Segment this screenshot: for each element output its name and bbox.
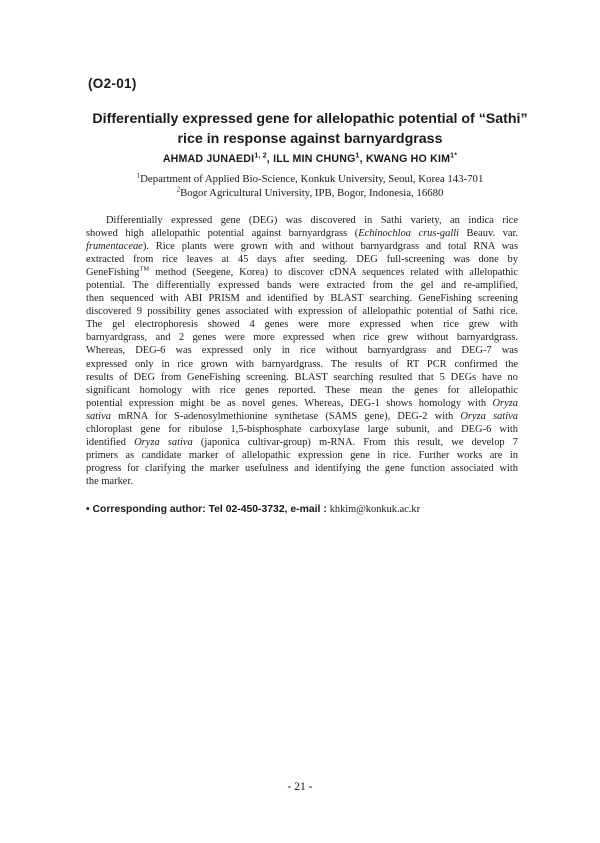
title-line-1: Differentially expressed gene for allelopathic potential of “Sathi”	[92, 111, 528, 127]
author-name: ILL MIN CHUNG	[273, 153, 356, 165]
author-affiliation-mark: 1	[355, 152, 360, 160]
bullet-icon: •	[86, 504, 90, 515]
corresponding-tel: Tel 02-450-3732,	[208, 504, 288, 515]
abstract-line: Whereas, DEG-6 was expressed only in rice without barnyardgrass and DEG-7 was	[86, 345, 518, 357]
author-affiliation-mark: 1, 2	[254, 152, 267, 160]
affiliation-mark: 1	[136, 171, 141, 180]
abstract-line: significant homology with rice genes reported. These mean the genes for allelopathic	[86, 384, 518, 396]
abstract-line: frumentaceae). Rice plants were grown with and without barnyardgrass and total RNA was	[86, 241, 518, 253]
abstract-line: extracted from rice leaves at 45 days after seeding. DEG full-screening was done by	[86, 254, 518, 266]
author-separator: ,	[266, 153, 274, 165]
abstract-line: The gel electrophoresis showed 4 genes were more expressed when rice grew with	[86, 319, 518, 331]
abstract-body	[86, 214, 518, 488]
author-separator: ,	[359, 153, 366, 165]
author-affiliation-mark: 1*	[450, 152, 458, 160]
abstract-line: then sequenced with ABI PRISM and identified by BLAST searching. GeneFishing screening	[86, 293, 518, 305]
affiliation-mark: 2	[176, 185, 181, 194]
author-name: KWANG HO KIM	[365, 153, 451, 165]
abstract-line: results of DEG from GeneFishing screening. BLAST searching resulted that 5 DEGs have no	[86, 371, 518, 383]
author-list	[60, 153, 560, 165]
abstract-line: discovered 9 possibility genes associated with expression of allelopathic potential of Sathi rice.	[86, 306, 518, 318]
paper-code: (O2-01)	[88, 76, 137, 91]
abstract-line: potential. The differentially expressed bands were extracted from the gel and re-amplified,	[86, 280, 518, 292]
abstract-line: Differentially expressed gene (DEG) was discovered in Sathi variety, an indica rice	[106, 215, 518, 226]
affiliation	[60, 186, 560, 200]
paper-title	[60, 109, 560, 149]
abstract-line: GeneFishing™ method (Seegene, Korea) to discover cDNA sequences related with allelopathic	[86, 265, 518, 279]
abstract-line: primers as candidate marker of allelopathic expression gene in rice. Further works are in	[86, 449, 518, 461]
abstract-line: identified Oryza sativa (japonica cultivar-group) m-RNA. From this result, we develop 7	[86, 436, 518, 448]
abstract-line: sativa mRNA for S-adenosylmethionine synthetase (SAMS gene), DEG-2 with Oryza sativa	[86, 410, 518, 422]
abstract-line: barnyardgrass, and 2 genes were more expressed when rice grew without barnyardgrass.	[86, 332, 518, 344]
abstract-line: progress for clarifying the marker usefulness and identifying the gene function associated with	[86, 462, 518, 474]
author-name: AHMAD JUNAEDI	[162, 153, 255, 165]
email-address: khkim@konkuk.ac.kr	[329, 504, 421, 515]
abstract-line: showed high allelopathic potential against barnyardgrass (Echinochloa crus-galli Beauv. var.	[86, 228, 518, 240]
email-label: e-mail :	[290, 504, 327, 515]
abstract-line: the marker.	[86, 475, 133, 487]
affiliation-text: Department of Applied Bio-Science, Konkuk University, Seoul, Korea 143-701	[140, 173, 484, 185]
affiliation	[60, 172, 560, 186]
affiliation-text: Bogor Agricultural University, IPB, Bogor, Indonesia, 16680	[180, 187, 444, 199]
abstract-line: chloroplast gene for ribulose 1,5-bisphosphate carboxylase large subunit, and DEG-6 with	[86, 423, 518, 435]
abstract-line: expressed only in rice grown with barnyardgrass. The results of RT PCR confirmed the	[86, 358, 518, 370]
abstract-line: potential expression might be as novel genes. Whereas, DEG-1 shows homology with Oryza	[86, 397, 518, 409]
corresponding-label: Corresponding author:	[92, 504, 206, 515]
corresponding-author	[86, 504, 420, 515]
title-line-2: rice in response against barnyardgrass	[177, 131, 443, 147]
page-number: - 21 -	[287, 781, 313, 793]
